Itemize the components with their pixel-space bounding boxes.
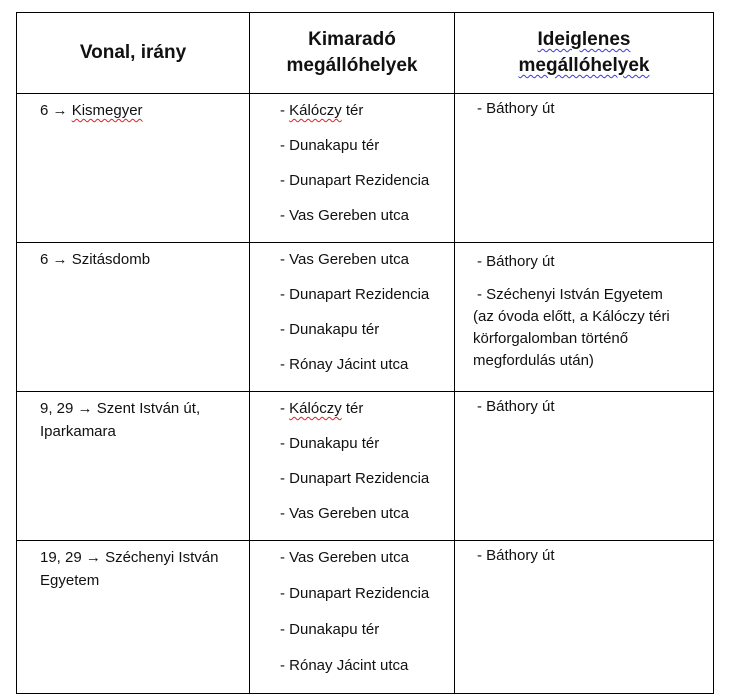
remaining-stops-list — [250, 392, 454, 523]
list-item: - Báthory út — [477, 253, 555, 270]
list-item: - Kálóczy tér — [280, 102, 364, 119]
line-direction-cell — [17, 94, 250, 243]
list-item: - Vas Gereben utca — [280, 251, 409, 268]
temporary-stops-cell — [455, 392, 714, 541]
list-item: - Vas Gereben utca — [280, 505, 409, 522]
remaining-stops-list — [250, 243, 454, 374]
list-item: - Dunakapu tér — [280, 435, 380, 452]
table-row — [17, 243, 714, 392]
header-remaining-line1: Kimaradó — [308, 29, 396, 50]
remaining-stops-cell — [250, 392, 455, 541]
temporary-stops-cell — [455, 94, 714, 243]
list-item: - Széchenyi István Egyetem — [477, 286, 663, 303]
list-item: - Dunakapu tér — [280, 321, 380, 338]
direction-name: Kismegyer — [71, 102, 143, 119]
list-item: - Rónay Jácint utca — [280, 657, 409, 674]
header-temporary-line2: megállóhelyek — [518, 55, 650, 76]
temporary-stops-cell — [455, 243, 714, 392]
list-item: - Rónay Jácint utca — [280, 356, 409, 373]
header-line-direction — [17, 13, 250, 94]
list-item: - Dunapart Rezidencia — [280, 585, 430, 602]
list-item: - Dunapart Rezidencia — [280, 286, 430, 303]
table-row — [17, 94, 714, 243]
line-direction-cell — [17, 392, 250, 541]
direction-name: Szent István út, Iparkamara — [40, 400, 201, 440]
arrow-icon: → — [52, 251, 68, 268]
line-number: 6 — [40, 251, 49, 268]
line-number: 19, 29 — [40, 549, 82, 566]
list-item: - Báthory út — [477, 547, 555, 564]
remaining-stops-cell — [250, 94, 455, 243]
list-item: - Vas Gereben utca — [280, 207, 409, 224]
direction-name: Széchenyi István Egyetem — [40, 549, 219, 589]
line-number: 6 — [40, 102, 49, 119]
list-item: - Dunakapu tér — [280, 621, 380, 638]
header-remaining-stops — [250, 13, 455, 94]
list-item: - Báthory út — [477, 100, 555, 117]
list-item: - Dunapart Rezidencia — [280, 470, 430, 487]
header-line-label: Vonal, irány — [79, 42, 187, 63]
arrow-icon: → — [85, 549, 101, 566]
line-direction-cell — [17, 243, 250, 392]
stop-name-kaloczy: Kálóczy — [289, 102, 342, 119]
remaining-stops-list — [250, 94, 454, 225]
header-temporary-stops — [455, 13, 714, 94]
direction-name: Szitásdomb — [71, 251, 151, 268]
header-temporary-line1: Ideiglenes — [537, 29, 631, 50]
list-item: - Dunapart Rezidencia — [280, 172, 430, 189]
stop-name-kaloczy: Kálóczy — [289, 400, 342, 417]
temporary-stop-note: (az óvoda előtt, a Kálóczy téri körforgalomban történő megfordulás után) — [473, 308, 670, 369]
header-row — [17, 13, 714, 94]
line-number: 9, 29 — [40, 400, 74, 417]
stops-table — [16, 12, 714, 694]
remaining-stops-cell — [250, 243, 455, 392]
table-row — [17, 392, 714, 541]
list-item: - Kálóczy tér — [280, 400, 364, 417]
arrow-icon: → — [52, 102, 68, 119]
arrow-icon: → — [77, 400, 93, 417]
list-item: - Dunakapu tér — [280, 137, 380, 154]
header-remaining-line2: megállóhelyek — [286, 55, 418, 76]
remaining-stops-list — [250, 541, 454, 675]
list-item: - Vas Gereben utca — [280, 549, 409, 566]
list-item: - Báthory út — [477, 398, 555, 415]
